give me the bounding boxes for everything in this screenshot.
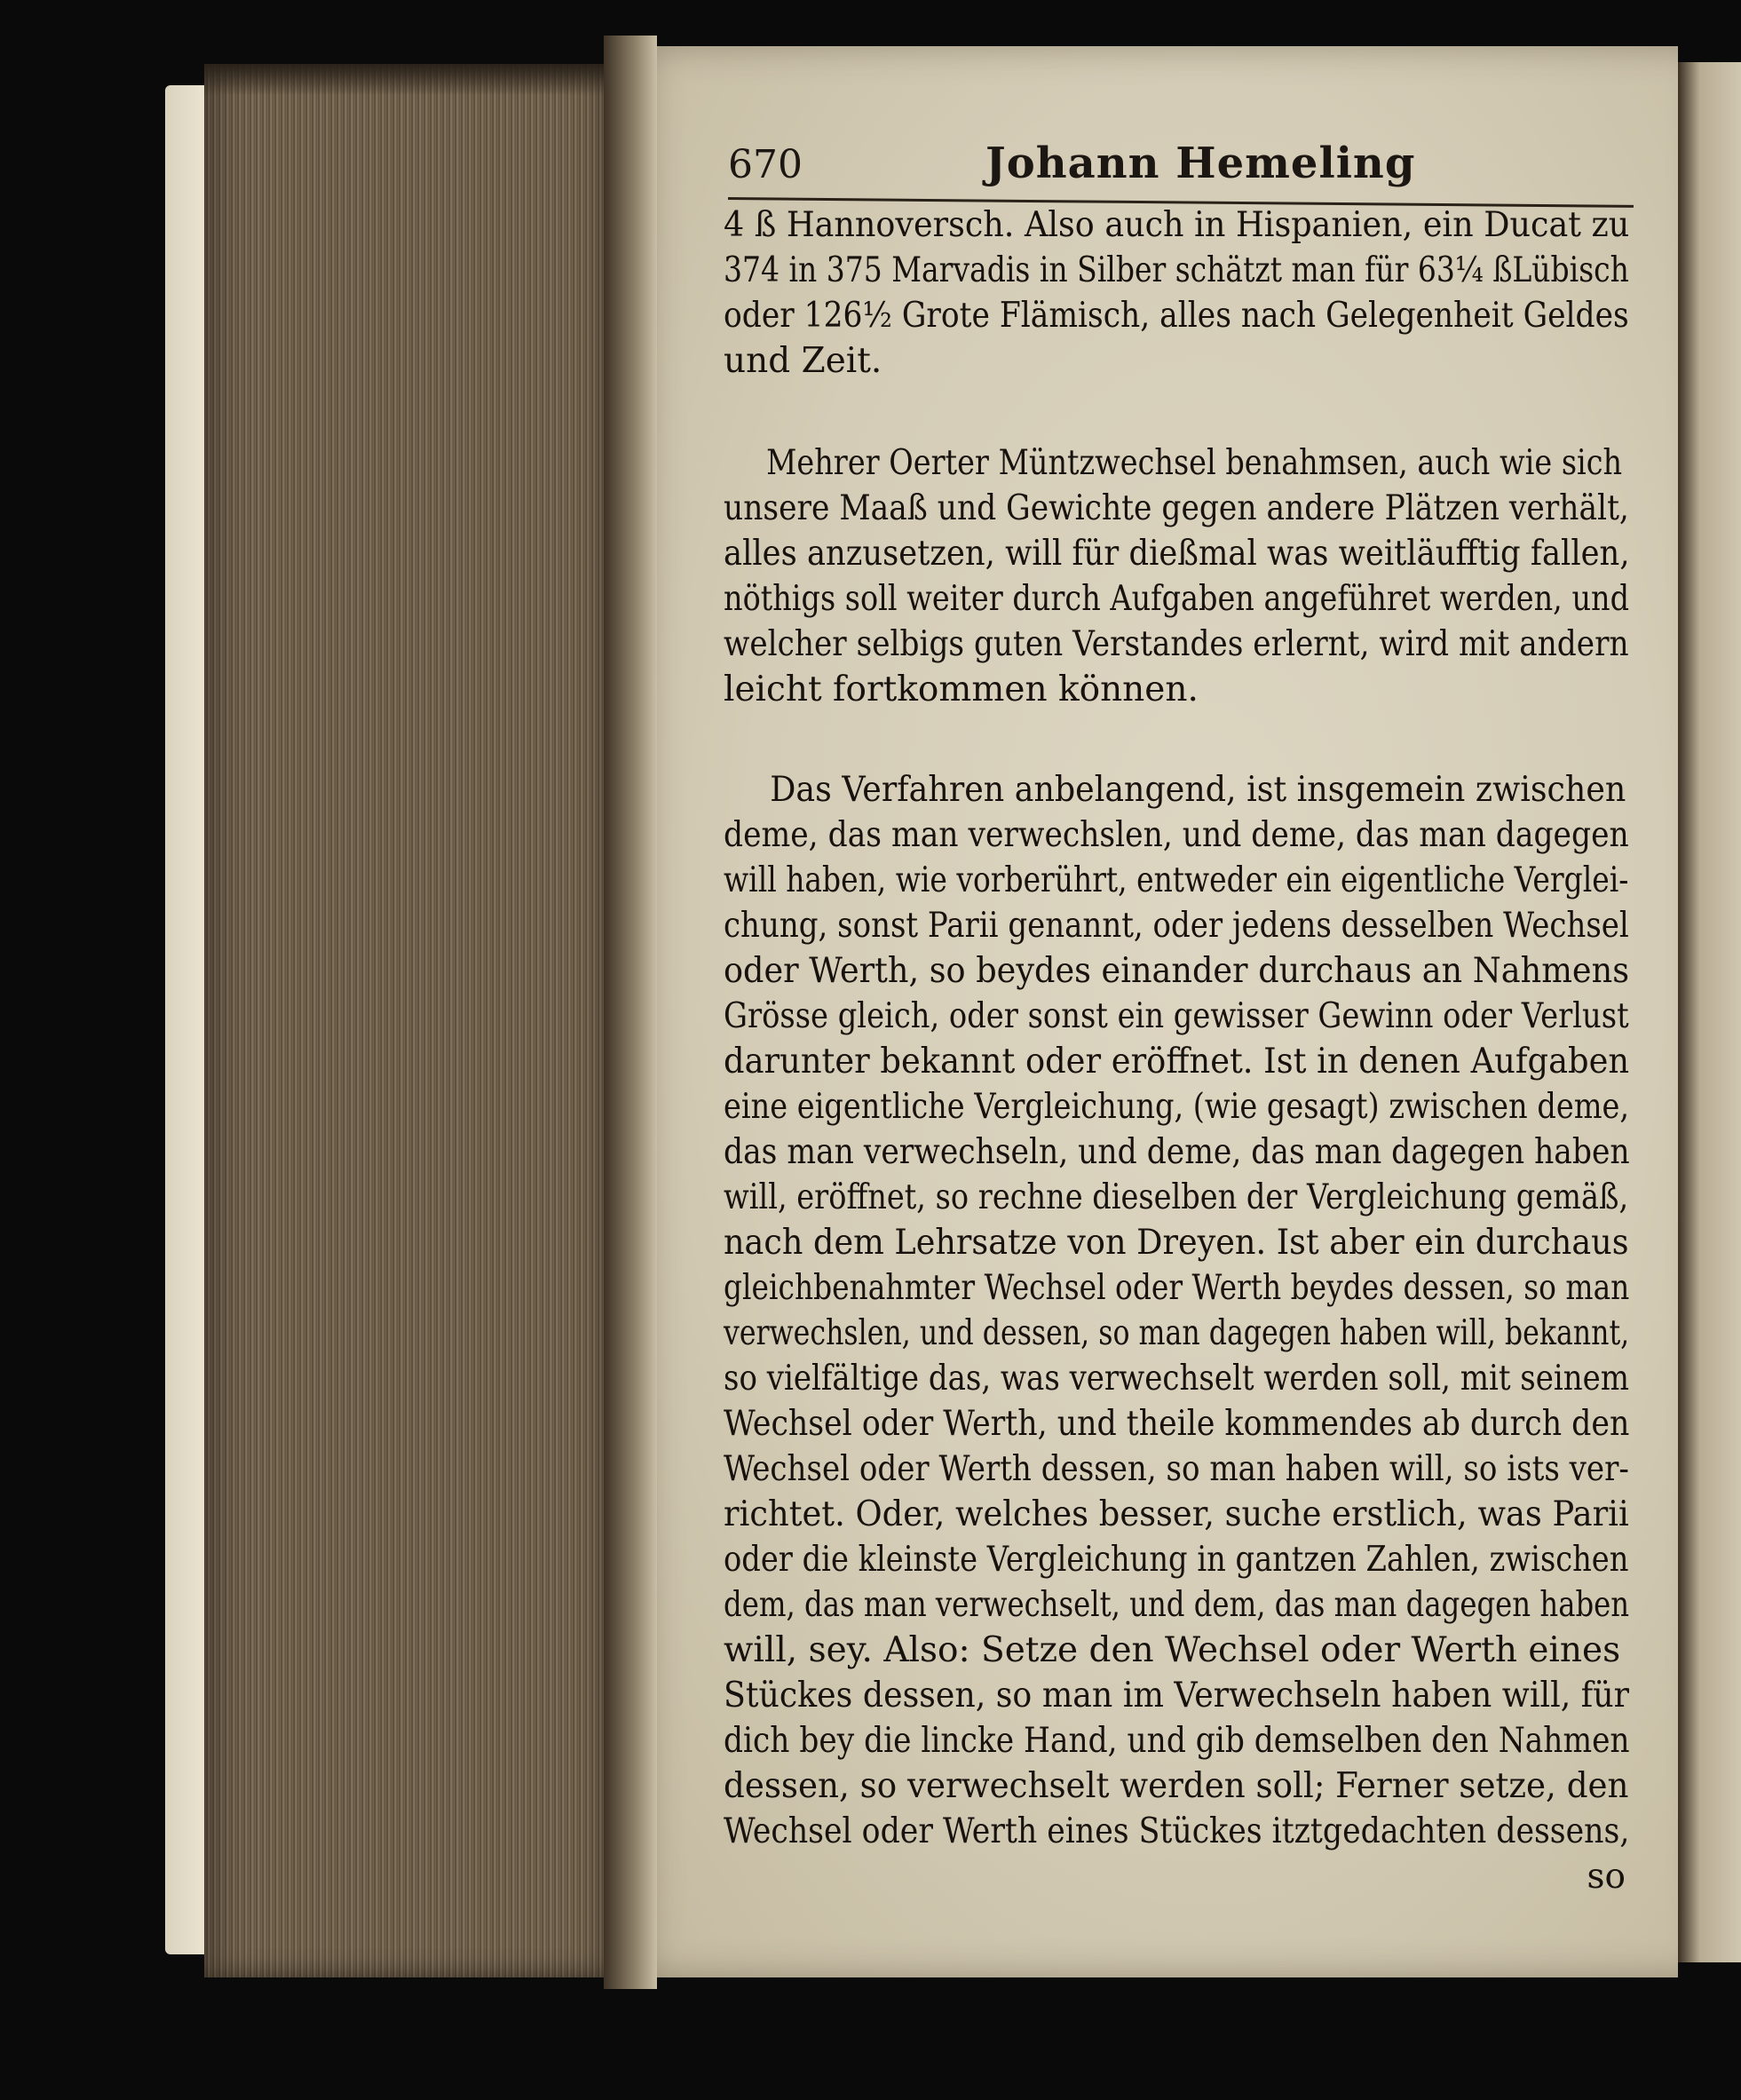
paragraph-spacing — [724, 384, 1629, 440]
text-line: Wechsel oder Werth, und theile kommendes ab durch den — [724, 1404, 1630, 1444]
text-line: darunter bekannt oder eröffnet. Ist in denen Aufgaben — [724, 1042, 1630, 1082]
body-text — [724, 202, 1629, 1899]
text-line: Mehrer Oerter Müntzwechsel benahmsen, auch wie sich — [766, 443, 1623, 483]
text-line: verwechslen, und dessen, so man dagegen haben will, bekannt, — [724, 1313, 1630, 1353]
text-line: will haben, wie vorberührt, entweder ein eigentliche Verglei- — [724, 860, 1629, 900]
text-line: oder Werth, so beydes einander durchaus an Nahmens — [724, 951, 1629, 991]
text-line: und Zeit. — [724, 341, 882, 381]
text-line: Das Verfahren anbelangend, ist insgemein zwischen — [770, 770, 1626, 810]
text-line: chung, sonst Parii genannt, oder jedens desselben Wechsel — [724, 906, 1629, 946]
text-line: oder die kleinste Vergleichung in gantzen Zahlen, zwischen — [724, 1540, 1629, 1580]
page-edges — [204, 64, 621, 1977]
paragraph-1 — [724, 202, 1629, 384]
text-line: oder 126½ Grote Flämisch, alles nach Gelegenheit Geldes — [724, 296, 1629, 336]
text-line: gleichbenahmter Wechsel oder Werth beydes dessen, so man — [724, 1268, 1630, 1308]
text-line: alles anzusetzen, will für dießmal was weitläufftig fallen, — [724, 534, 1630, 574]
paragraph-2 — [724, 440, 1629, 712]
gutter-shadow — [604, 36, 657, 1989]
text-line: dessen, so verwechselt werden soll; Ferner setze, den — [724, 1766, 1629, 1806]
text-line: 4 ß Hannoversch. Also auch in Hispanien, ein Ducat zu — [724, 205, 1630, 245]
text-line: Stückes dessen, so man im Verwechseln haben will, für — [724, 1676, 1629, 1716]
text-line: Wechsel oder Werth dessen, so man haben will, so ists ver- — [724, 1449, 1629, 1489]
text-line: unsere Maaß und Gewichte gegen andere Plätzen verhält, — [724, 488, 1629, 528]
page-edges-shadow — [204, 64, 621, 96]
text-line: 374 in 375 Marvadis in Silber schätzt man für 63¼ ßLübisch — [724, 250, 1629, 290]
text-line: nöthigs soll weiter durch Aufgaben angeführet werden, und — [724, 579, 1630, 619]
text-line: Wechsel oder Werth eines Stückes itztgedachten dessens, — [724, 1811, 1630, 1851]
page-number: 670 — [728, 142, 803, 187]
page-header — [728, 135, 1634, 197]
facing-page-edge — [1678, 62, 1741, 1962]
text-line: leicht fortkommen können. — [724, 670, 1199, 709]
catchword: so — [1587, 1857, 1626, 1897]
text-line: will, sey. Also: Setze den Wechsel oder Werth eines — [724, 1630, 1621, 1670]
text-line: so vielfältige das, was verwechselt werden soll, mit seinem — [724, 1359, 1630, 1399]
running-head: Johann Hemeling — [985, 139, 1416, 188]
text-line: Grösse gleich, oder sonst ein gewisser Gewinn oder Verlust — [724, 996, 1629, 1036]
paragraph-spacing — [724, 712, 1629, 767]
text-line: richtet. Oder, welches besser, suche erstlich, was Parii — [724, 1494, 1629, 1534]
text-line: will, eröffnet, so rechne dieselben der Vergleichung gemäß, — [724, 1177, 1629, 1217]
text-line: nach dem Lehrsatze von Dreyen. Ist aber ein durchaus — [724, 1223, 1629, 1263]
text-line: dem, das man verwechselt, und dem, das man dagegen haben — [724, 1585, 1630, 1625]
text-line: eine eigentliche Vergleichung, (wie gesagt) zwischen deme, — [724, 1087, 1630, 1127]
text-line: das man verwechseln, und deme, das man dagegen haben — [724, 1132, 1630, 1172]
text-line: dich bey die lincke Hand, und gib demselben den Nahmen — [724, 1721, 1630, 1761]
text-line: welcher selbigs guten Verstandes erlernt, wird mit andern — [724, 624, 1629, 664]
paragraph-3 — [724, 767, 1629, 1854]
text-line: deme, das man verwechslen, und deme, das man dagegen — [724, 815, 1629, 855]
